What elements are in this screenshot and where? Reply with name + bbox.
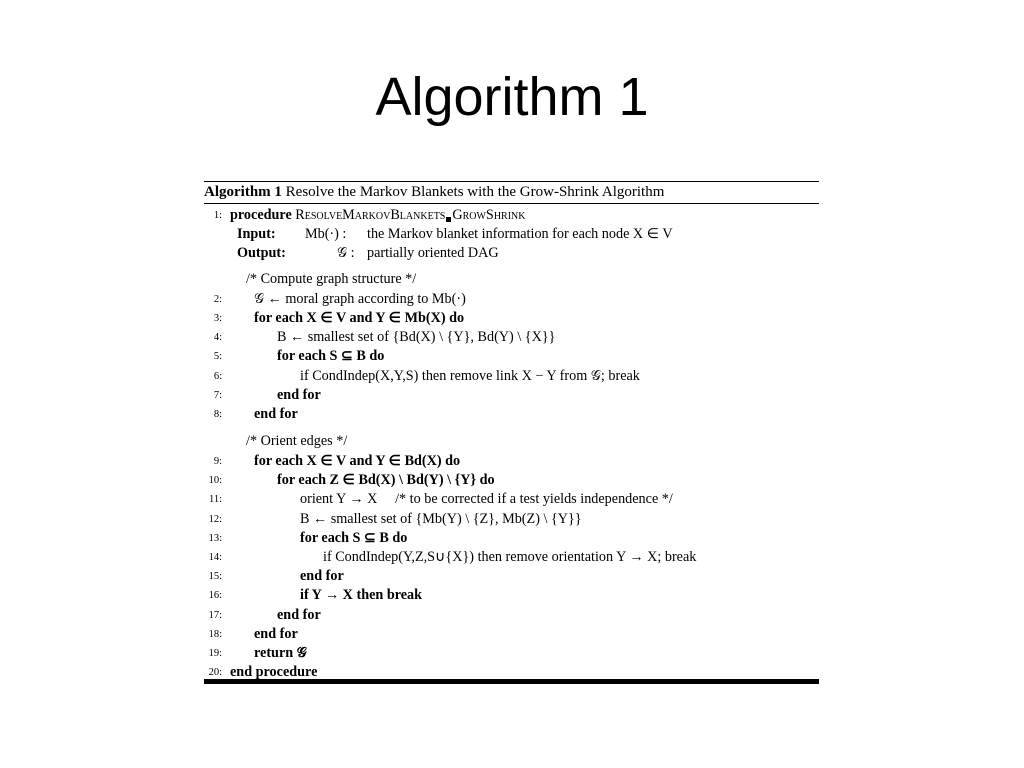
line-text: end for (277, 387, 321, 403)
line-number: 4: (213, 332, 222, 343)
line-number: 19: (208, 648, 222, 659)
line-text: for each X ∈ V and Y ∈ Mb(X) do (254, 310, 465, 326)
procedure-name-suffix: GrowShrink (452, 207, 526, 223)
output-line (204, 244, 819, 263)
line-number: 1: (213, 210, 222, 221)
line-text: end for (254, 406, 298, 422)
line-text: B ← smallest set of {Mb(Y) \ {Z}, Mb(Z) \ {Y}} (300, 511, 582, 527)
line-number: 6: (213, 371, 222, 382)
line-number: 3: (213, 313, 222, 324)
line-text: end for (277, 607, 321, 623)
line-text: for each Z ∈ Bd(X) \ Bd(Y) \ {Y} do (277, 472, 495, 488)
input-symbol: Mb(·) : (305, 226, 347, 242)
line-number: 8: (213, 409, 222, 420)
line-number: 15: (208, 571, 222, 582)
input-description: the Markov blanket information for each node X ∈ V (367, 226, 673, 242)
line-number: 7: (213, 390, 222, 401)
line-number: 2: (213, 294, 222, 305)
bottom-rule (204, 679, 819, 684)
procedure-name: ResolveMarkovBlankets (295, 207, 446, 223)
output-label: Output: (237, 245, 286, 261)
line-text: B ← smallest set of {Bd(X) \ {Y}, Bd(Y) \ {X}} (277, 329, 556, 345)
line-text: if Y → X then break (300, 587, 423, 603)
line-number: 18: (208, 629, 222, 640)
line-text: return 𝒢 (254, 645, 307, 661)
name-separator-icon (446, 217, 451, 222)
line-number: 5: (213, 351, 222, 362)
line-number: 10: (208, 475, 222, 486)
line-number: 9: (213, 456, 222, 467)
line-text: for each S ⊆ B do (277, 348, 385, 364)
line-text: if CondIndep(Y,Z,S∪{X}) then remove orientation Y → X; break (323, 549, 697, 565)
input-line (204, 225, 819, 244)
line-text: /* Orient edges */ (246, 433, 348, 449)
line-number: 11: (208, 494, 222, 505)
algorithm-caption (204, 182, 819, 203)
line-text: end for (254, 626, 298, 642)
input-label: Input: (237, 226, 276, 242)
caption-text: Resolve the Markov Blankets with the Grow-Shrink Algorithm (285, 184, 665, 200)
line-text: orient Y → X /* to be corrected if a test yields independence */ (300, 491, 673, 507)
output-description: partially oriented DAG (367, 245, 499, 261)
line-number: 17: (208, 610, 222, 621)
algorithm-box (204, 181, 819, 679)
line-number: 12: (208, 514, 222, 525)
algorithm-body (204, 204, 819, 679)
line-text: end for (300, 568, 344, 584)
line-text: for each S ⊆ B do (300, 530, 408, 546)
line-text: end procedure (230, 664, 318, 680)
slide-title: Algorithm 1 (375, 67, 649, 127)
caption-label: Algorithm 1 (204, 184, 282, 200)
line-number: 13: (208, 533, 222, 544)
line-text: /* Compute graph structure */ (246, 271, 417, 287)
line-text: 𝒢 ← moral graph according to Mb(·) (254, 291, 466, 307)
line-text: for each X ∈ V and Y ∈ Bd(X) do (254, 453, 461, 469)
output-symbol: 𝒢 : (337, 245, 355, 261)
line-text: if CondIndep(X,Y,S) then remove link X − Y from 𝒢; break (300, 368, 640, 384)
line-text (230, 206, 526, 225)
line-number: 16: (208, 590, 222, 601)
line-number: 14: (208, 552, 222, 563)
line-number: 20: (208, 667, 222, 678)
procedure-keyword: procedure (230, 207, 292, 223)
